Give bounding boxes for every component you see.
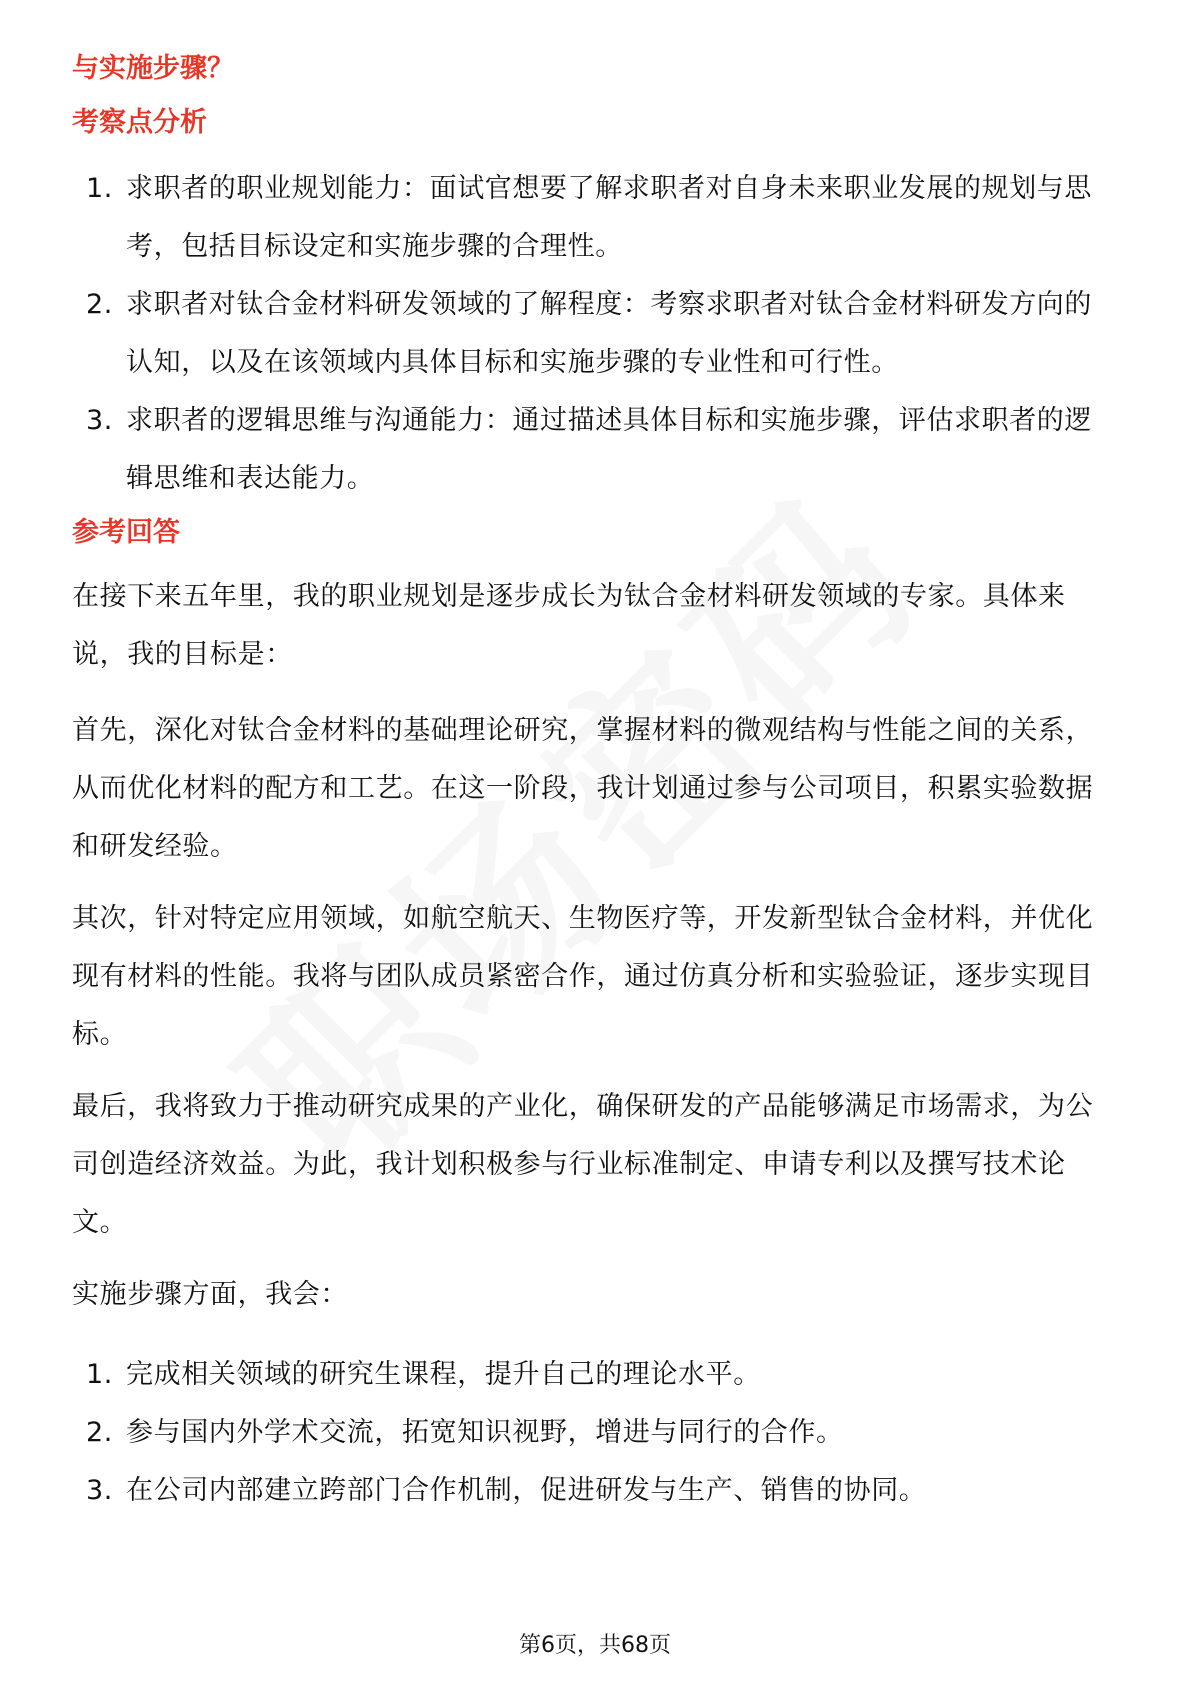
list-text: 求职者对钛合金材料研发领域的了解程度：考察求职者对钛合金材料研发方向的认知，以及在该领域内具体目标和实施步骤的专业性和可行性。 [126, 289, 1092, 378]
analysis-heading: 考察点分析 [72, 107, 207, 138]
question-tail: 与实施步骤？ [72, 53, 234, 84]
list-text: 求职者的逻辑思维与沟通能力：通过描述具体目标和实施步骤，评估求职者的逻辑思维和表达能力。 [126, 405, 1092, 494]
list-item [72, 276, 1118, 392]
steps-list [72, 1346, 1118, 1520]
list-number: 2. [86, 1417, 113, 1448]
answer-paragraph: 在接下来五年里，我的职业规划是逐步成长为钛合金材料研发领域的专家。具体来说，我的目标是： [72, 581, 1066, 670]
list-item [72, 160, 1118, 276]
analysis-list [72, 160, 1118, 508]
list-number: 1. [86, 173, 113, 204]
list-number: 3. [86, 405, 113, 436]
answer-paragraph: 实施步骤方面，我会： [72, 1279, 348, 1310]
list-text: 在公司内部建立跨部门合作机制，促进研发与生产、销售的协同。 [126, 1475, 927, 1506]
list-number: 2. [86, 289, 113, 320]
list-text: 求职者的职业规划能力：面试官想要了解求职者对自身未来职业发展的规划与思考，包括目标设定和实施步骤的合理性。 [126, 173, 1092, 262]
list-item [72, 1346, 1118, 1404]
list-number: 1. [86, 1359, 113, 1390]
list-number: 3. [86, 1475, 113, 1506]
list-item [72, 1462, 1118, 1520]
list-item [72, 1404, 1118, 1462]
answer-paragraph: 其次，针对特定应用领域，如航空航天、生物医疗等，开发新型钛合金材料，并优化现有材料的性能。我将与团队成员紧密合作，通过仿真分析和实验验证，逐步实现目标。 [72, 903, 1094, 1050]
page-footer: 第6页，共68页 [519, 1633, 671, 1658]
list-item [72, 392, 1118, 508]
answer-heading: 参考回答 [72, 517, 180, 548]
list-text: 完成相关领域的研究生课程，提升自己的理论水平。 [126, 1359, 761, 1390]
answer-paragraph: 首先，深化对钛合金材料的基础理论研究，掌握材料的微观结构与性能之间的关系，从而优化材料的配方和工艺。在这一阶段，我计划通过参与公司项目，积累实验数据和研发经验。 [72, 715, 1094, 862]
answer-paragraph: 最后，我将致力于推动研究成果的产业化，确保研发的产品能够满足市场需求，为公司创造经济效益。为此，我计划积极参与行业标准制定、申请专利以及撰写技术论文。 [72, 1091, 1094, 1238]
list-text: 参与国内外学术交流，拓宽知识视野，增进与同行的合作。 [126, 1417, 844, 1448]
